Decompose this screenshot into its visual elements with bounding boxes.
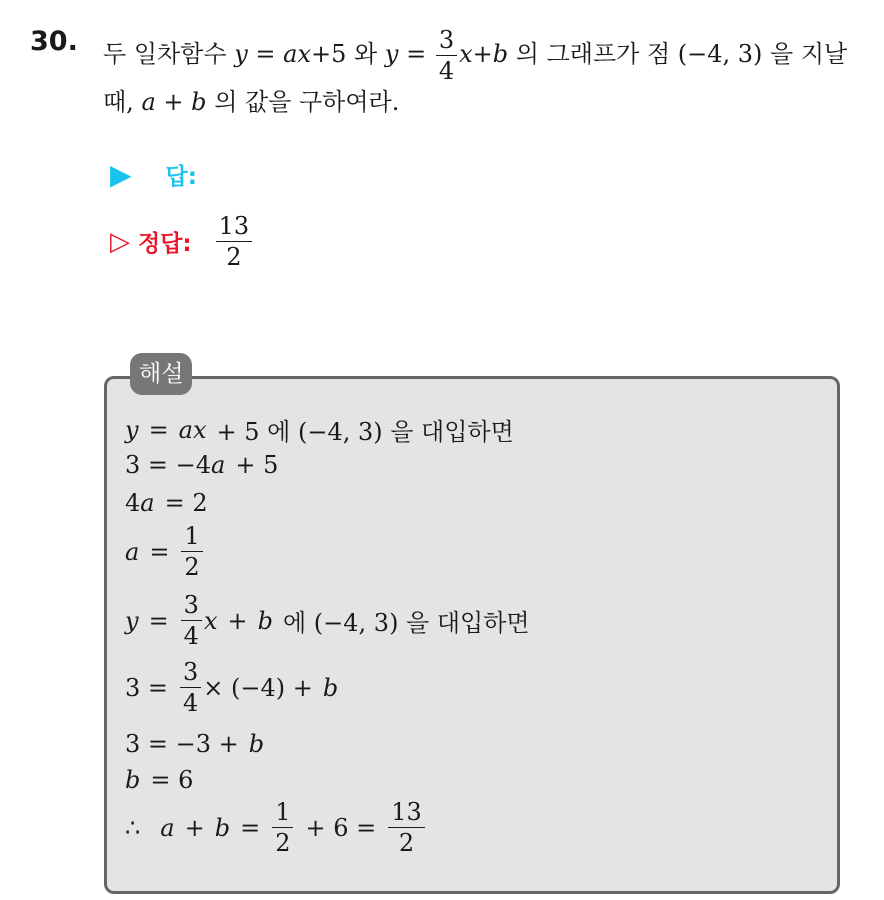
plus: + [184,813,205,842]
var-a: a [125,537,140,566]
solution-line-2 [125,451,278,479]
var-b: b [322,673,339,702]
question-line-1 [103,28,847,83]
solution-line-8 [125,766,193,794]
fraction-numerator: 1 [181,524,202,552]
solution-text: + 5 [235,451,279,479]
conjunction: 와 [354,40,378,68]
fraction-denominator: 4 [183,689,199,717]
fraction-numerator: 3 [436,28,457,56]
answer-label: 답: [165,164,197,190]
fraction-denominator: 2 [226,243,242,271]
question-when: 때, [103,88,134,116]
fraction-numerator: 3 [180,660,201,688]
solution-line-7 [125,730,264,758]
fraction-numerator: 13 [216,214,253,242]
solution-text: = 6 [150,766,194,794]
answer-row [110,158,197,191]
var-b: b [214,813,231,842]
equals: = [406,40,427,68]
equals: = [148,415,169,444]
var-y: y [125,415,139,444]
solution-line-3 [125,489,208,517]
solution-text: × (−4) + [203,673,313,702]
solution-line-5 [125,593,530,648]
solution-line-6 [125,660,338,715]
var-y: y [234,40,248,68]
solution-text: 에 (−4, 3) 을 대입하면 [282,609,530,637]
var-x: x [203,606,218,635]
solution-text: = 2 [164,489,208,517]
outline-triangle-icon: ▷ [110,226,130,257]
equals: = [240,813,261,842]
plus: + [227,606,248,635]
play-triangle-icon: ▶ [110,158,132,191]
solution-line-4 [125,524,205,579]
fraction-numerator: 13 [388,800,425,828]
fraction-denominator: 4 [438,57,455,85]
question-rest: 의 그래프가 점 (−4, 3) 을 지날 [515,40,848,68]
plus: + [472,40,493,68]
plus-five: +5 [311,40,347,68]
fraction-thirteen-halves [388,800,425,855]
therefore-symbol: ∴ [125,813,141,842]
solution-text: 3 = −4 [125,451,212,479]
fraction-denominator: 2 [184,553,200,581]
question-intro: 두 일차함수 [103,40,227,68]
correct-answer-fraction [216,214,253,269]
var-y: y [125,606,139,635]
var-a: a [160,813,175,842]
solution-text: + 5 에 (−4, 3) 을 대입하면 [216,418,514,446]
equals: = [149,537,170,566]
solution-tag: 해설 [130,353,192,395]
var-x: x [459,40,473,68]
fraction-three-quarters [436,28,457,83]
fraction-one-half [181,524,202,579]
equals: = [148,606,169,635]
equals: = [255,40,276,68]
fraction-three-quarters [181,593,202,648]
fraction-three-quarters [180,660,201,715]
fraction-one-half [272,800,293,855]
fraction-numerator: 1 [272,800,293,828]
plus: + [163,88,184,116]
var-b: b [248,730,265,758]
fraction-denominator: 2 [275,829,291,857]
correct-answer-row [110,214,254,269]
fraction-denominator: 4 [183,622,199,650]
fraction-numerator: 3 [181,593,202,621]
solution-line-1 [125,412,514,447]
solution-text: 3 = −3 + [125,730,239,758]
question-ask: 의 값을 구하여라. [214,88,400,116]
var-b: b [492,40,509,68]
correct-answer-label: 정답: [138,231,192,257]
var-b: b [191,88,207,116]
question-number: 30. [30,26,78,57]
solution-text: 4 [125,489,141,517]
var-a: a [140,489,155,517]
solution-text: 3 = [125,673,169,702]
var-b: b [257,606,273,635]
question-line-2 [103,86,399,118]
solution-line-9 [125,800,427,855]
var-y: y [384,40,399,68]
var-b: b [125,766,141,794]
var-a: a [211,451,226,479]
solution-text: + 6 = [305,813,377,842]
fraction-denominator: 2 [398,829,415,857]
var-ax: ax [283,40,311,68]
var-a: a [141,88,156,116]
var-ax: ax [178,415,207,444]
